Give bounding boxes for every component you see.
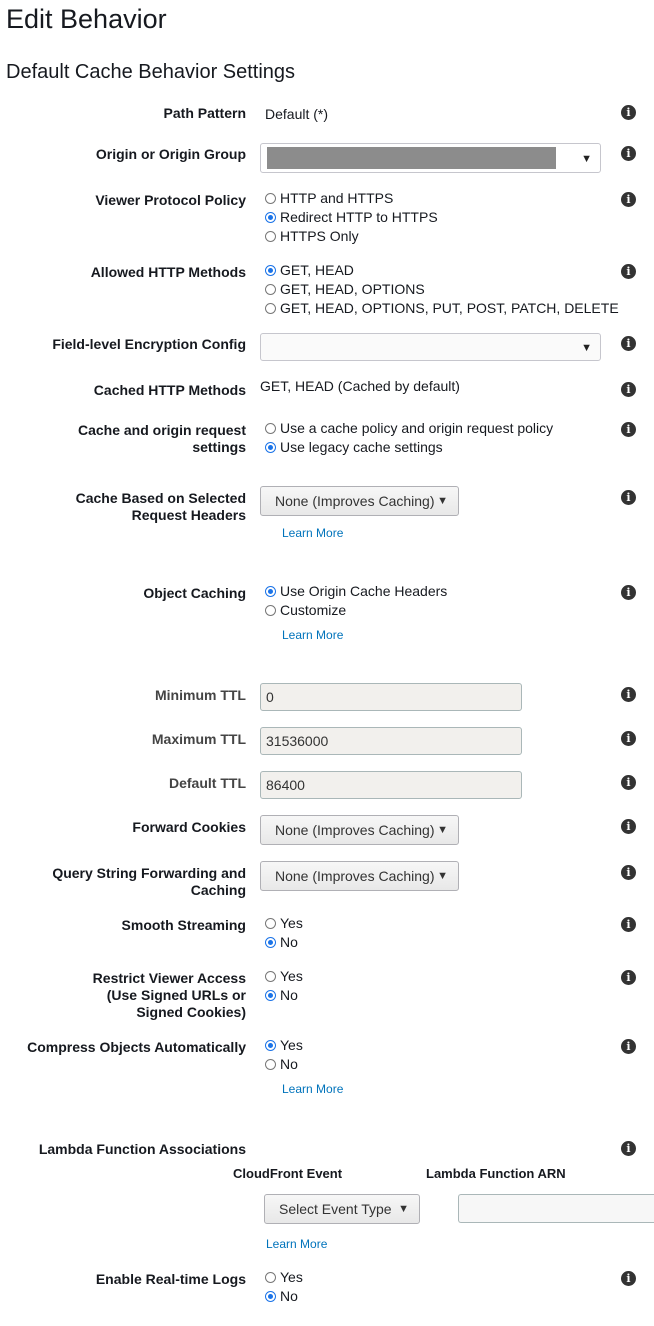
min-ttl-label: Minimum TTL [155,687,246,703]
radio-icon [265,1291,276,1302]
viewer-protocol-option[interactable]: Redirect HTTP to HTTPS [265,208,438,227]
chevron-down-icon: ▼ [398,1203,409,1215]
info-icon[interactable]: i [621,336,636,351]
info-icon[interactable]: i [621,970,636,985]
radio-icon [265,1059,276,1070]
info-icon[interactable]: i [621,146,636,161]
info-icon[interactable]: i [621,917,636,932]
compress-option[interactable]: Yes [265,1036,303,1055]
lambda-arn-header: Lambda Function ARN [426,1166,566,1181]
object-caching-option[interactable]: Customize [265,601,346,620]
info-icon[interactable]: i [621,775,636,790]
info-icon[interactable]: i [621,422,636,437]
event-type-dropdown[interactable]: Select Event Type ▼ [264,1194,420,1224]
cached-methods-value: GET, HEAD (Cached by default) [260,378,460,394]
chevron-down-icon: ▼ [437,824,448,836]
origin-label: Origin or Origin Group [95,146,246,162]
learn-more-link[interactable]: Learn More [282,1082,344,1096]
cache-origin-option[interactable]: Use a cache policy and origin request policy [265,419,553,438]
info-icon[interactable]: i [621,382,636,397]
info-icon[interactable]: i [621,105,636,120]
radio-icon [265,231,276,242]
info-icon[interactable]: i [621,192,636,207]
info-icon[interactable]: i [621,819,636,834]
radio-icon [265,303,276,314]
default-ttl-input[interactable]: 86400 [260,771,522,799]
radio-icon [265,193,276,204]
default-ttl-label: Default TTL [169,775,246,791]
cache-headers-dropdown[interactable]: None (Improves Caching) ▼ [260,486,459,516]
path-pattern-label: Path Pattern [163,105,246,121]
radio-icon [265,423,276,434]
radio-icon [265,212,276,223]
smooth-streaming-option[interactable]: Yes [265,914,303,933]
restrict-viewer-option[interactable]: Yes [265,967,303,986]
compress-label: Compress Objects Automatically [27,1039,246,1055]
info-icon[interactable]: i [621,687,636,702]
allowed-methods-option[interactable]: GET, HEAD, OPTIONS, PUT, POST, PATCH, DELETE [265,299,619,318]
info-icon[interactable]: i [621,865,636,880]
lambda-arn-input[interactable] [458,1194,654,1223]
forward-cookies-label: Forward Cookies [132,819,246,835]
radio-icon [265,937,276,948]
chevron-down-icon: ▼ [581,342,592,354]
restrict-viewer-option[interactable]: No [265,986,298,1005]
forward-cookies-dropdown[interactable]: None (Improves Caching) ▼ [260,815,459,845]
info-icon[interactable]: i [621,490,636,505]
radio-icon [265,442,276,453]
viewer-protocol-label: Viewer Protocol Policy [95,192,246,208]
radio-icon [265,586,276,597]
restrict-viewer-label: Restrict Viewer Access (Use Signed URLs or Signed Cookies) [92,970,246,1020]
realtime-logs-option[interactable]: No [265,1287,298,1306]
smooth-streaming-option[interactable]: No [265,933,298,952]
page-title: Edit Behavior [6,4,167,34]
cloudfront-event-header: CloudFront Event [233,1166,343,1181]
radio-icon [265,918,276,929]
radio-icon [265,605,276,616]
cached-methods-label: Cached HTTP Methods [93,382,246,398]
learn-more-link[interactable]: Learn More [282,628,344,642]
realtime-logs-option[interactable]: Yes [265,1268,303,1287]
allowed-methods-option[interactable]: GET, HEAD, OPTIONS [265,280,425,299]
cache-origin-option[interactable]: Use legacy cache settings [265,438,443,457]
chevron-down-icon: ▼ [581,153,592,165]
redacted-origin-value [267,147,556,169]
info-icon[interactable]: i [621,585,636,600]
compress-option[interactable]: No [265,1055,298,1074]
radio-icon [265,971,276,982]
query-string-label: Query String Forwarding and Caching [52,865,246,898]
learn-more-link[interactable]: Learn More [266,1237,328,1251]
cache-origin-label: Cache and origin request settings [77,422,246,455]
query-string-dropdown[interactable]: None (Improves Caching) ▼ [260,861,459,891]
info-icon[interactable]: i [621,1141,636,1156]
info-icon[interactable]: i [621,731,636,746]
allowed-methods-label: Allowed HTTP Methods [90,264,246,280]
smooth-streaming-label: Smooth Streaming [121,917,246,933]
chevron-down-icon: ▼ [437,495,448,507]
info-icon[interactable]: i [621,1271,636,1286]
radio-icon [265,265,276,276]
section-title: Default Cache Behavior Settings [6,61,296,83]
radio-icon [265,284,276,295]
cache-headers-label: Cache Based on Selected Request Headers [75,490,246,523]
realtime-logs-label: Enable Real-time Logs [95,1271,246,1287]
chevron-down-icon: ▼ [437,870,448,882]
origin-select[interactable] [260,143,601,173]
info-icon[interactable]: i [621,264,636,279]
radio-icon [265,990,276,1001]
max-ttl-input[interactable]: 31536000 [260,727,522,755]
lambda-label: Lambda Function Associations [38,1141,246,1157]
radio-icon [265,1040,276,1051]
info-icon[interactable]: i [621,1039,636,1054]
fle-config-select[interactable] [260,333,601,361]
viewer-protocol-option[interactable]: HTTPS Only [265,227,359,246]
learn-more-link[interactable]: Learn More [282,526,344,540]
fle-config-label: Field-level Encryption Config [52,336,246,352]
object-caching-option[interactable]: Use Origin Cache Headers [265,582,447,601]
viewer-protocol-option[interactable]: HTTP and HTTPS [265,189,393,208]
max-ttl-label: Maximum TTL [151,731,246,747]
object-caching-label: Object Caching [143,585,246,601]
path-pattern-value: Default (*) [265,106,329,122]
radio-icon [265,1272,276,1283]
allowed-methods-option[interactable]: GET, HEAD [265,261,354,280]
min-ttl-input[interactable]: 0 [260,683,522,711]
